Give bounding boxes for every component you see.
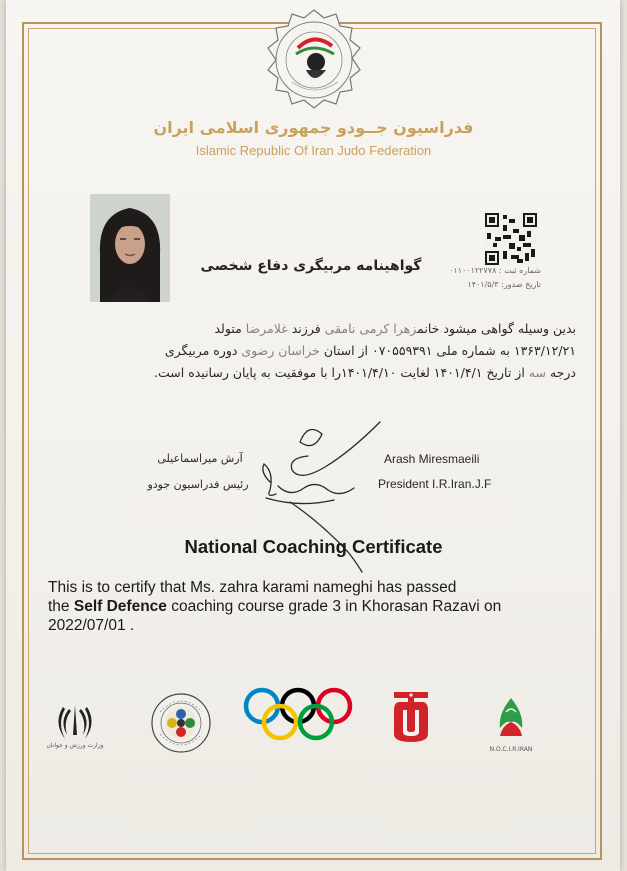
ministry-caption: وزارت ورزش و جوانان bbox=[46, 742, 104, 749]
body-fa-line-1 bbox=[30, 318, 576, 340]
body-fa-text: فرزند bbox=[287, 321, 325, 336]
tau-emblem-icon bbox=[390, 688, 432, 744]
signatory-title-fa: رئیس فدراسیون جودو bbox=[147, 478, 249, 491]
body-fa-text: متولد bbox=[214, 321, 246, 336]
body-en-line-3: 2022/07/01 . bbox=[48, 617, 135, 634]
body-fa-text: بدین وسیله گواهی میشود خانم bbox=[417, 321, 576, 336]
olympic-rings-icon bbox=[240, 686, 356, 742]
qr-code-icon bbox=[485, 213, 537, 265]
signatory-name-en: Arash Miresmaeili bbox=[384, 452, 480, 466]
body-en-line-2 bbox=[48, 597, 588, 616]
body-en-text: coaching course grade 3 in Khorasan Razavi on bbox=[166, 598, 502, 615]
certificate-title-en: National Coaching Certificate bbox=[184, 536, 443, 557]
registration-number: شماره ثبت : ۰۱۱۰۰۱۲۲۷۷۸ bbox=[449, 266, 541, 275]
body-fa-line-3 bbox=[30, 362, 576, 384]
certificate-body-fa bbox=[30, 318, 576, 384]
holder-photo bbox=[90, 194, 170, 302]
federation-seal-icon bbox=[262, 8, 366, 112]
grade-fa: سه bbox=[528, 365, 546, 380]
federation-name-en: Islamic Republic Of Iran Judo Federation bbox=[195, 143, 432, 158]
body-fa-line-2 bbox=[30, 340, 576, 362]
province-fa: خراسان رضوی bbox=[241, 343, 320, 358]
body-fa-text: ۱۳۶۳/۱۲/۲۱ به شماره ملی ۰۷۰۵۵۹۳۹۱ از استان bbox=[319, 343, 576, 358]
federation-name-fa: فدراسیون جــودو جمهوری اسلامی ایران bbox=[153, 118, 474, 137]
body-fa-text: درجه bbox=[545, 365, 576, 380]
noc-caption: N.O.C.I.R.IRAN bbox=[489, 746, 533, 753]
body-fa-text: دوره مربیگری bbox=[164, 343, 242, 358]
body-en-text: the bbox=[48, 598, 74, 615]
issue-date: تاریخ صدور: ۱۴۰۱/۵/۳ bbox=[467, 280, 541, 289]
father-name-fa: غلامرضا bbox=[245, 321, 288, 336]
body-en-line-1: This is to certify that Ms. zahra karami nameghi has passed bbox=[48, 579, 457, 596]
holder-name-fa: زهرا کرمی نامقی bbox=[324, 321, 418, 336]
certificate-title-fa: گواهینامه مربیگری دفاع شخصی bbox=[200, 258, 422, 274]
signatory-name-fa: آرش میراسماعیلی bbox=[157, 452, 243, 465]
judo-federation-logo bbox=[150, 692, 212, 754]
certificate-body-en bbox=[48, 578, 588, 635]
course-name: Self Defence bbox=[73, 598, 167, 615]
body-fa-text: از تاریخ ۱۴۰۱/۴/۱ لغایت ۱۴۰۱/۴/۱۰را با موفقیت به پایان رسانیده است. bbox=[154, 365, 529, 380]
signatory-title-en: President I.R.Iran.J.F bbox=[378, 477, 492, 491]
noc-iran-logo bbox=[490, 692, 532, 750]
